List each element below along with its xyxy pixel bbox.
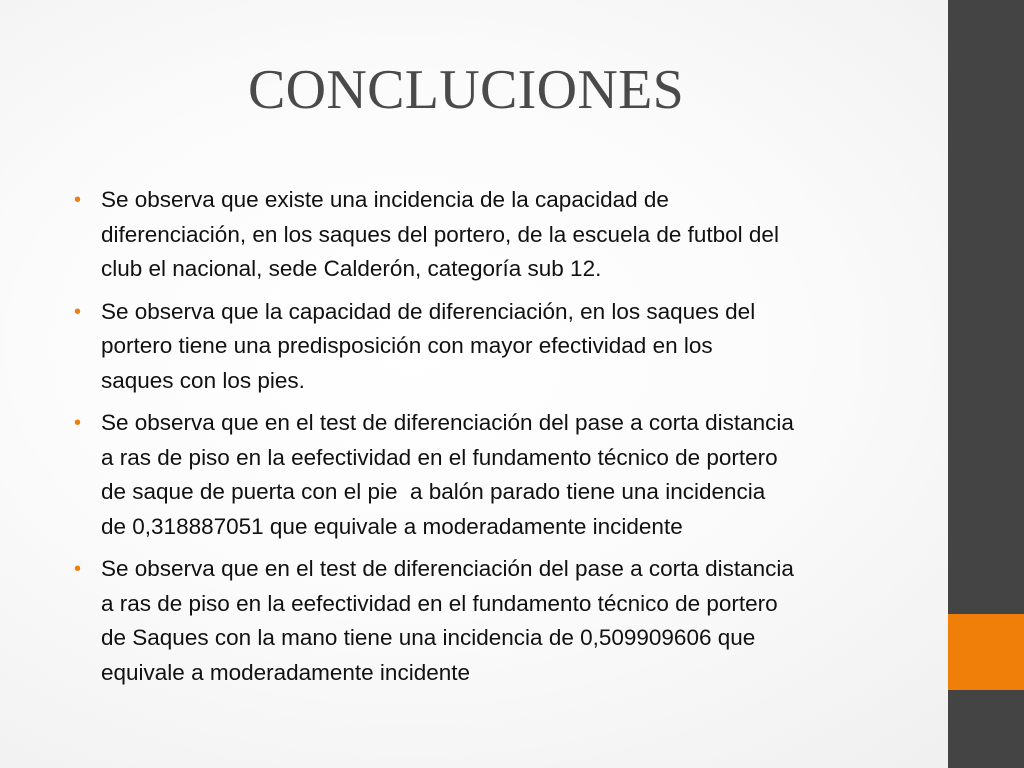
- bullet-line: portero tiene una predisposición con mayor efectividad en los: [101, 333, 713, 358]
- bullet-line: Se observa que en el test de diferenciación del pase a corta distancia: [101, 556, 794, 581]
- bullet-dot-icon: •: [74, 412, 82, 434]
- bullet-dot-icon: •: [74, 558, 82, 580]
- bullet-text: [101, 295, 904, 399]
- bullet-item: [74, 183, 904, 287]
- bullet-text: [101, 183, 904, 287]
- bullet-line: club el nacional, sede Calderón, categoría sub 12.: [101, 256, 602, 281]
- bullet-line: de Saques con la mano tiene una incidencia de 0,509909606 que: [101, 625, 756, 650]
- bullet-line: a ras de piso en la eefectividad en el fundamento técnico de portero: [101, 444, 778, 470]
- bullet-line: saques con los pies.: [101, 367, 305, 393]
- bullet-line: Se observa que en el test de diferenciación del pase a corta distancia: [101, 410, 794, 435]
- bullet-line: equivale a moderadamente incidente: [101, 659, 470, 685]
- bullet-line: a ras de piso en la eefectividad en el fundamento técnico de portero: [101, 590, 778, 616]
- bullet-line: diferenciación, en los saques del portero, de la escuela de futbol del: [101, 221, 779, 247]
- sidebar-bar: [948, 0, 1024, 768]
- bullet-dot-icon: •: [74, 300, 82, 323]
- bullet-item: [74, 295, 904, 399]
- bullet-line: de 0,318887051 que equivale a moderadamente incidente: [101, 513, 683, 539]
- sidebar-accent-block: [948, 614, 1024, 690]
- bullet-item: [74, 552, 904, 690]
- bullet-line: Se observa que la capacidad de diferenciación, en los saques del: [101, 298, 756, 324]
- bullet-list: [74, 183, 904, 698]
- slide-title: CONCLUCIONES: [248, 59, 685, 121]
- bullet-line: de saque de puerta con el pie a balón parado tiene una incidencia: [101, 479, 766, 504]
- bullet-item: [74, 406, 904, 544]
- bullet-dot-icon: •: [74, 189, 82, 211]
- bullet-text: [101, 406, 904, 544]
- bullet-line: Se observa que existe una incidencia de la capacidad de: [101, 187, 669, 212]
- bullet-text: [101, 552, 904, 690]
